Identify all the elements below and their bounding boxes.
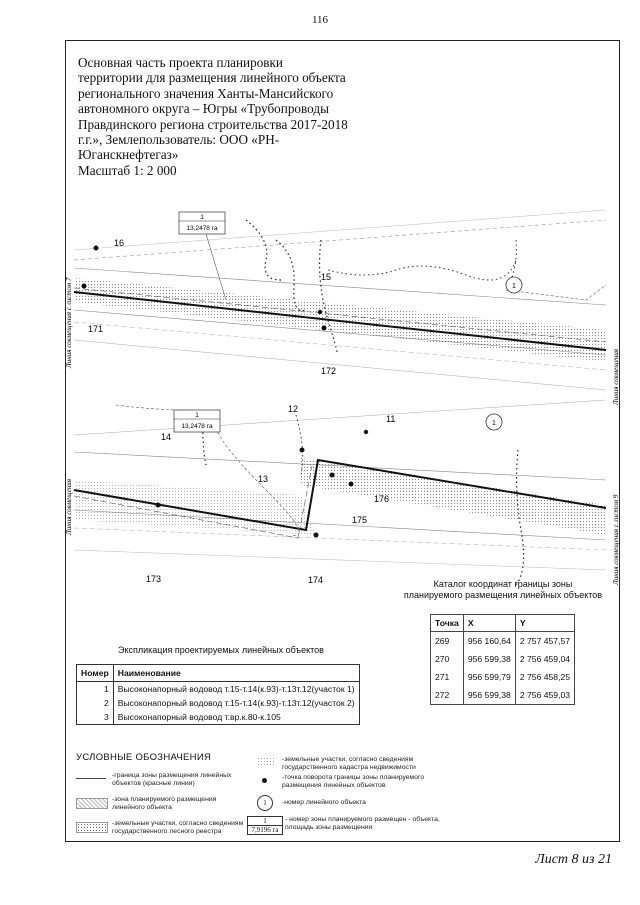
side-label-right-bottom: Линия совмещения с листом 9: [612, 494, 620, 585]
table-row: [431, 686, 575, 705]
object-number-symbol: 1: [257, 795, 273, 811]
map-label: 176: [374, 494, 390, 504]
side-label-left-top: Линия совмещения с листом 7: [65, 277, 73, 368]
table-cell: Высоконапорный водовод т.вр.к.80-к.105: [113, 710, 359, 725]
zone-number-value: 1: [248, 817, 282, 826]
table-cell: 271: [431, 668, 464, 686]
page-number: 116: [311, 14, 329, 26]
map-label: 172: [321, 366, 337, 376]
map-label: 175: [352, 515, 368, 525]
table-cell: 270: [431, 650, 464, 668]
map-label: 174: [308, 575, 324, 585]
table-cell: 956 599,79: [463, 668, 515, 686]
map-label: 11: [386, 414, 396, 424]
circle-label: 1: [492, 420, 496, 427]
table-cell: 3: [77, 710, 114, 725]
table-row: [77, 682, 360, 697]
legend-title: УСЛОВНЫЕ ОБОЗНАЧЕНИЯ: [76, 752, 212, 763]
side-label-right-top: Линия совмещения: [612, 348, 620, 405]
title-line: Основная часть проекта планировки: [78, 55, 283, 70]
table-cell: 956 160,64: [463, 632, 515, 651]
legend-text: -земельные участки, согласно сведениям государственного лесного реестра: [112, 820, 244, 835]
side-label-left-bottom: Линия совмещения: [65, 478, 73, 535]
zone-area-value: 7,9196 га: [251, 826, 279, 834]
map-label: 16: [114, 238, 125, 248]
table-cell: 2 757 457,57: [515, 632, 574, 651]
table-cell: 2: [77, 696, 114, 710]
table-cell: Высоконапорный водовод т.15-т.14(к.93)-т.13т.12(участок 1): [113, 682, 359, 697]
table-row: [431, 650, 575, 668]
zone-tag-area: 13,2478 га: [181, 423, 213, 430]
map-label: 12: [288, 404, 299, 414]
table-cell: 1: [77, 682, 114, 697]
column-header: Наименование: [113, 665, 359, 682]
title-line: регионального значения Ханты-Мансийского: [78, 85, 334, 101]
explication-caption: Экспликация проектируемых линейных объектов: [118, 645, 324, 655]
map-label: 171: [88, 324, 104, 334]
title-line: Правдинского региона строительства 2017-2018: [78, 116, 348, 132]
title-line: г.г.», Землепользователь: ООО «РН-: [78, 132, 280, 148]
table-header-row: [77, 665, 360, 682]
table-row: [431, 632, 575, 651]
table-header-row: [431, 615, 575, 632]
table-cell: 269: [431, 632, 464, 651]
table-cell: Высоконапорный водовод т.15-т.14(к.93)-т.13т.12(участок 2): [113, 696, 359, 710]
table-cell: 2 756 458,25: [515, 668, 574, 686]
turn-point-symbol: [262, 778, 267, 783]
map-label: 13: [258, 474, 269, 484]
catalog-caption: [393, 579, 613, 601]
coordinates-table: [430, 614, 575, 705]
explication-table: [76, 664, 360, 725]
map-top-strip: [74, 210, 606, 390]
catalog-caption-line: Каталог координат границы зоны: [433, 579, 573, 589]
title-line: автономного округа – Югры «Трубопроводы: [78, 101, 329, 117]
zone-tag-area: 13,2478 га: [186, 225, 218, 232]
map-label: 15: [321, 272, 332, 282]
legend-text: -точка поворота границы зоны планируемого размещения линейных объектов: [282, 774, 425, 789]
forest-parcel-symbol: [76, 822, 108, 833]
table-cell: 2 756 459,04: [515, 650, 574, 668]
scale-line: Масштаб 1: 2 000: [78, 162, 177, 178]
zone-tag-num: 1: [195, 412, 199, 419]
column-header: Точка: [431, 615, 464, 632]
circle-label: 1: [512, 283, 516, 290]
zone-number-symbol: [247, 816, 283, 835]
table-cell: 956 599,38: [463, 686, 515, 705]
map-bottom-strip: [74, 400, 606, 585]
table-row: [77, 710, 360, 725]
table-cell: 272: [431, 686, 464, 705]
column-header: Номер: [77, 665, 114, 682]
legend-text: -земельные участки, согласно сведениям государственного кадастра недвижимости: [282, 756, 416, 771]
column-header: Y: [515, 615, 574, 632]
legend-text: -номер линейного объекта: [282, 799, 366, 806]
column-header: X: [463, 615, 515, 632]
table-cell: 2 756 459,03: [515, 686, 574, 705]
title-line: территории для размещения линейного объекта: [78, 70, 346, 86]
sheet-footer: Лист 8 из 21: [535, 852, 612, 867]
map-label: 173: [146, 574, 162, 584]
cadastre-parcel-symbol: [257, 757, 275, 766]
sheet-title: [78, 55, 408, 178]
planning-map: [66, 190, 619, 595]
red-line-symbol: [76, 778, 106, 779]
legend-text: -зона планируемого размещения линейного объекта: [112, 796, 217, 811]
table-row: [431, 668, 575, 686]
legend-text: - номер зоны планируемого размещен - объекта, площадь зоны размещения: [285, 816, 440, 831]
zone-tag-num: 1: [200, 214, 204, 221]
catalog-caption-line: планируемого размещения линейных объектов: [403, 590, 603, 600]
planned-zone-symbol: [76, 798, 108, 809]
legend-text: -граница зоны размещения линейных объектов (красные линии): [112, 772, 232, 787]
table-cell: 956 599,38: [463, 650, 515, 668]
title-line: Юганскнефтегаз»: [78, 147, 179, 163]
table-row: [77, 696, 360, 710]
map-label: 14: [161, 432, 172, 442]
